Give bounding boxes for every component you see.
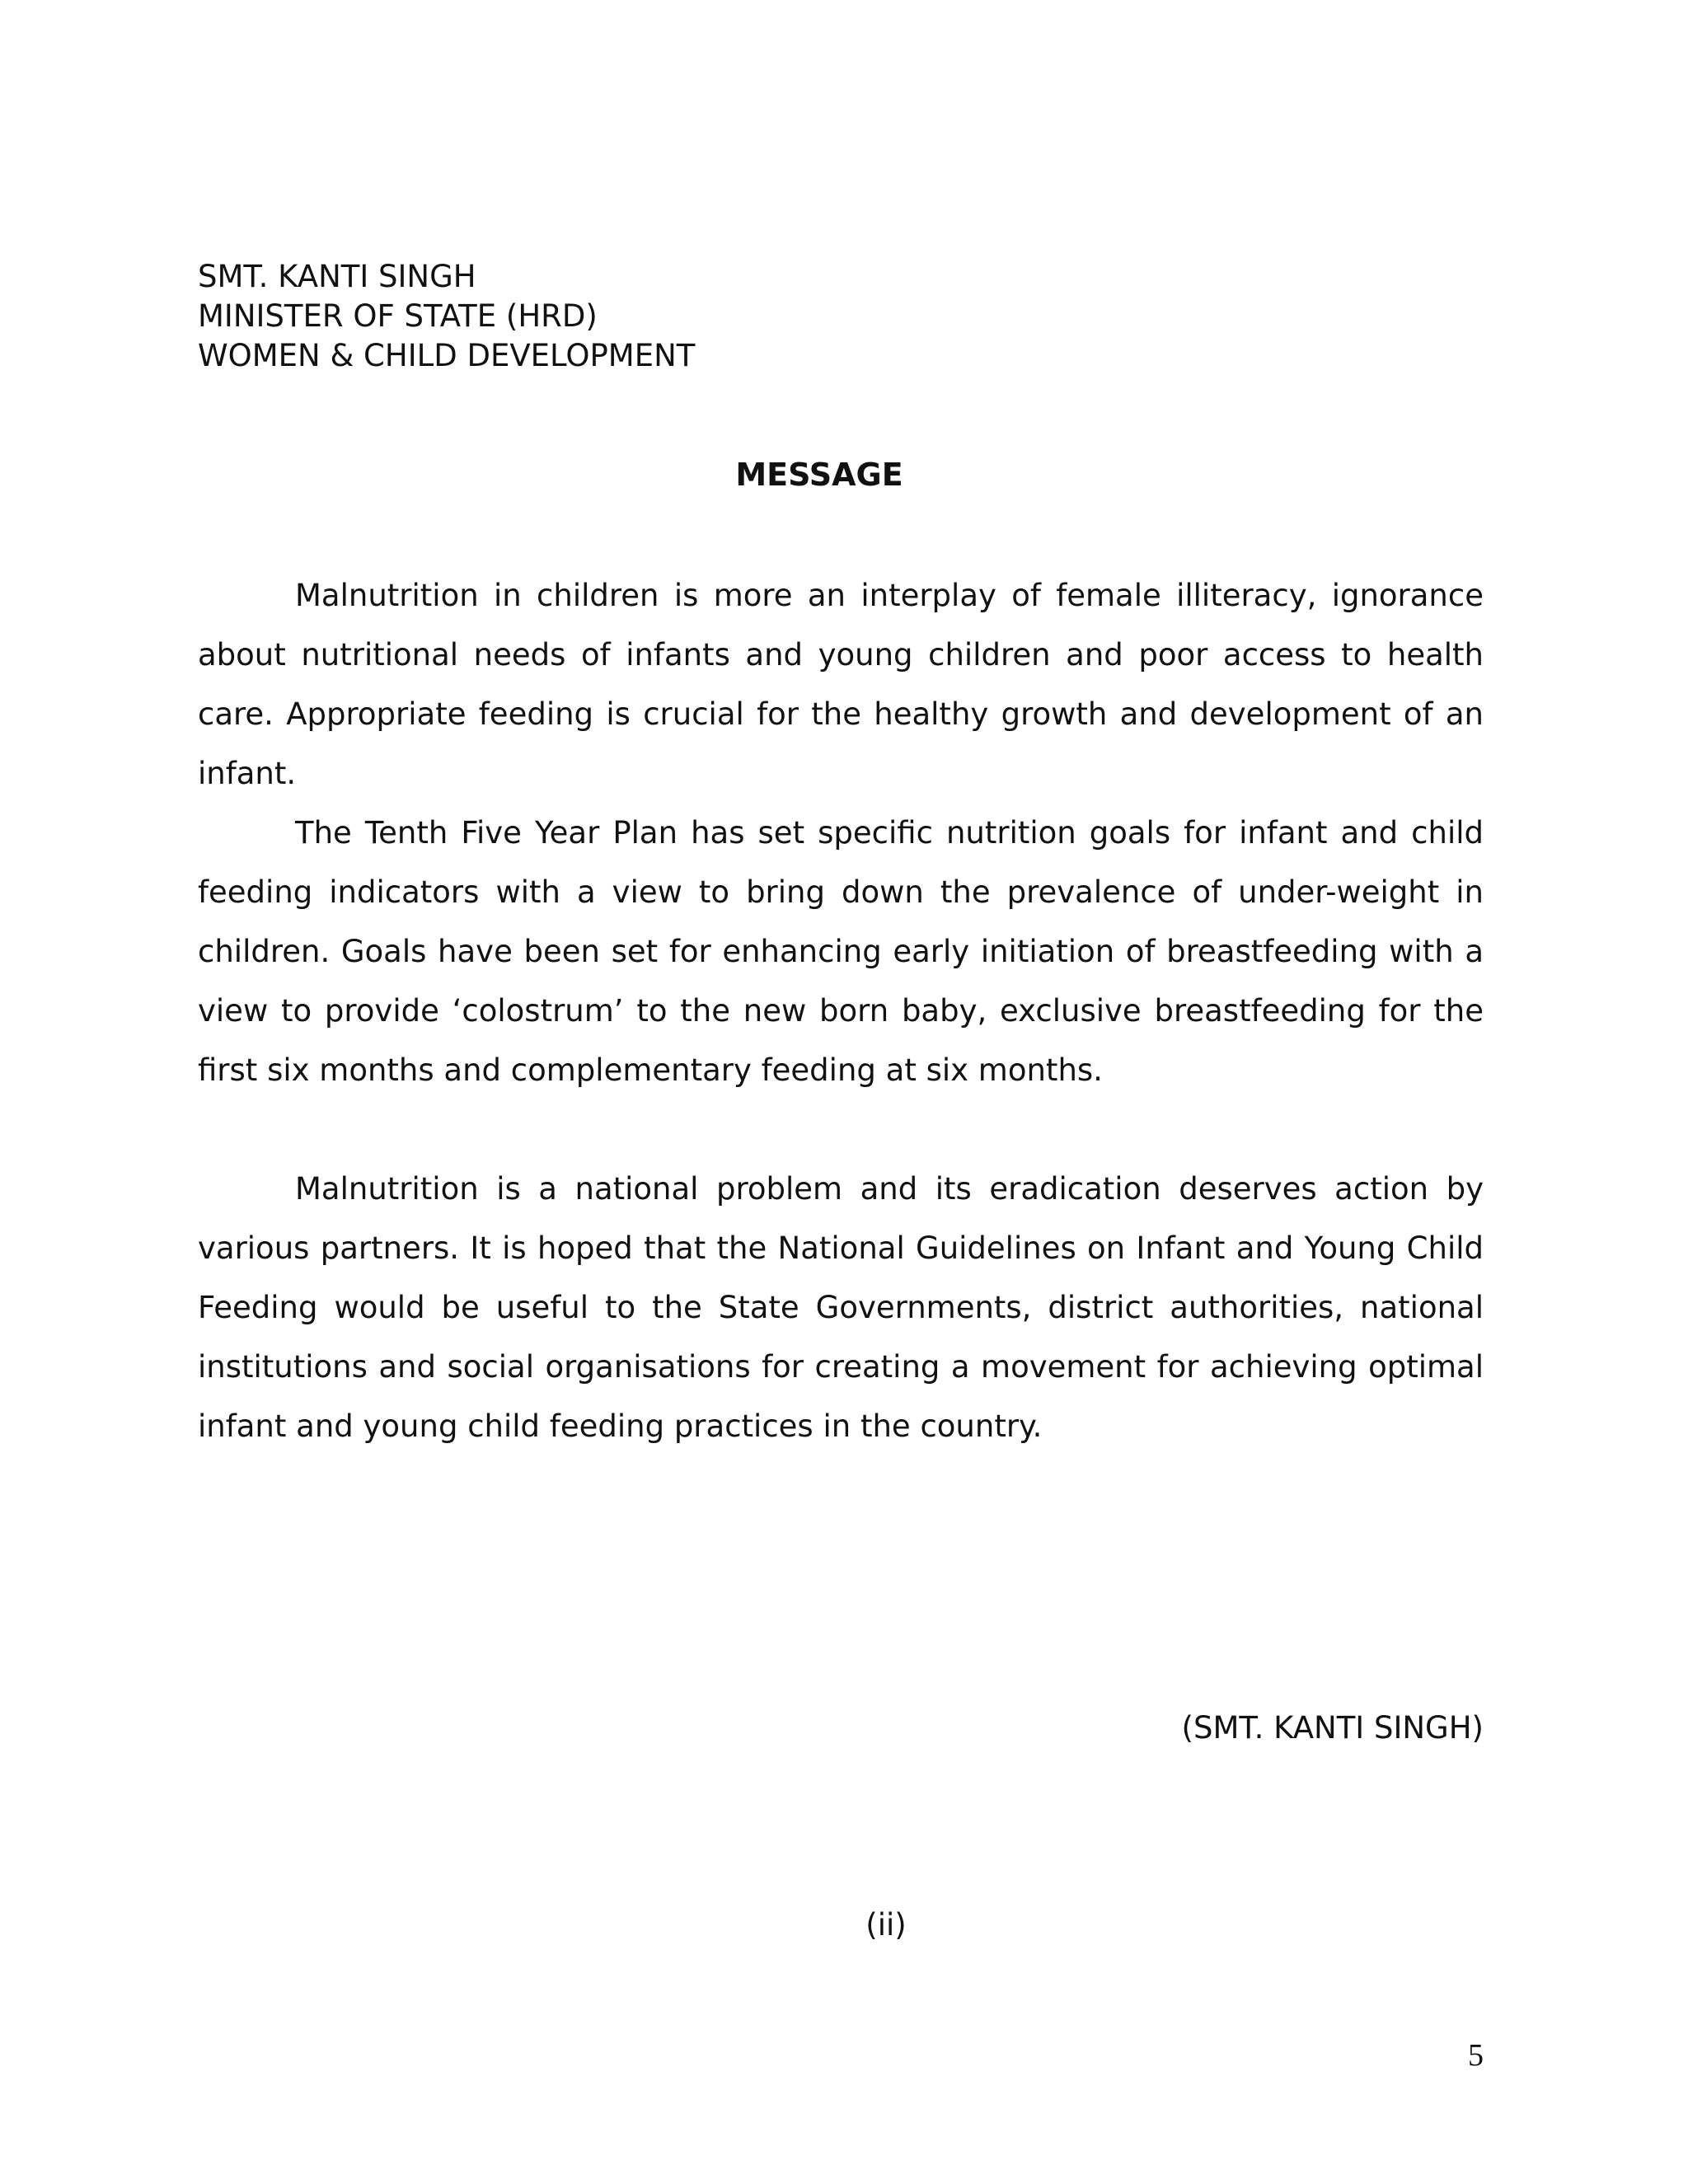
sender-name: SMT. KANTI SINGH <box>198 259 476 294</box>
message-paragraph-2: The Tenth Five Year Plan has set specific nutrition goals for infant and child feeding indicators with a view to bring down the prevalence of under-weight in children. Goals have been set for enhancing early initiation of breastfeeding with a view to provide ‘colostrum’ to the new born baby, exclusive breastfeeding for the first six months and complementary feeding at six months. <box>198 815 1484 1088</box>
roman-page-label <box>0 1905 1688 1945</box>
roman-page-label-text: (ii) <box>865 1907 907 1943</box>
sender-header <box>198 257 1484 376</box>
signature-name: (SMT. KANTI SINGH) <box>1181 1710 1484 1746</box>
message-paragraph-3: Malnutrition is a national problem and its eradication deserves action by various partners. It is hoped that the National Guidelines on Infant and Young Child Feeding would be useful to the State Governments, district authorities, national institutions and social organisations for creating a movement for achieving optimal infant and young child feeding practices in the country. <box>198 1171 1484 1444</box>
message-paragraph-1: Malnutrition in children is more an interplay of female illiteracy, ignorance about nutritional needs of infants and young children and poor access to health care. Appropriate feeding is crucial for the healthy growth and development of an infant. <box>198 578 1484 791</box>
message-title-text: MESSAGE <box>735 457 903 493</box>
sender-designation: MINISTER OF STATE (HRD) <box>198 298 598 334</box>
page-number: 5 <box>1468 2038 1484 2073</box>
sender-department: WOMEN & CHILD DEVELOPMENT <box>198 338 696 373</box>
page-title <box>0 455 1688 494</box>
